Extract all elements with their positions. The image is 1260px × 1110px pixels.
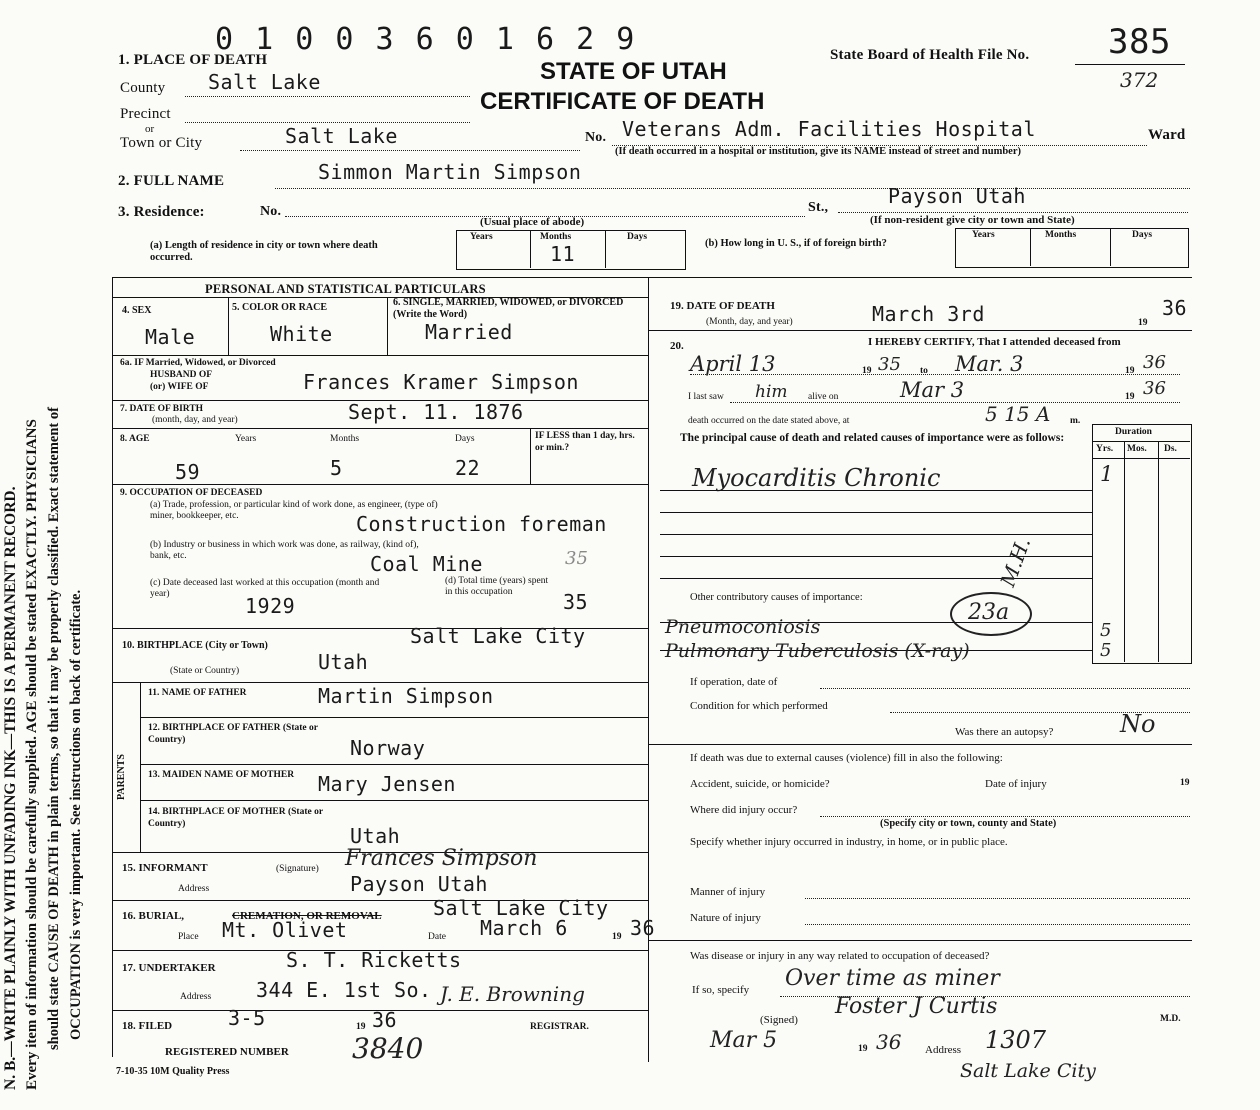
death-time: 5 15 A xyxy=(985,402,1051,426)
occ-a-label: (a) Trade, profession, or particular kind of work done, as engineer, (type of) miner, bookkeeper, etc. xyxy=(150,500,438,521)
age-days: 22 xyxy=(455,456,481,480)
margin-note-3: should state CAUSE OF DEATH in plain terms, so that it may be properly classified. Exact statement of xyxy=(46,407,62,1050)
sex-divider xyxy=(228,297,229,355)
duration-label: Duration xyxy=(1115,427,1152,437)
precinct-label: Precinct xyxy=(120,106,171,122)
row-father-bottom xyxy=(140,717,648,718)
cause-line-5 xyxy=(660,578,1092,579)
us-label: (b) How long in U. S., if of foreign birth? xyxy=(705,238,887,249)
death-label: 19. DATE OF DEATH xyxy=(670,300,775,312)
row-nature-bottom xyxy=(648,940,1192,941)
spouse-label-c: (or) WIFE OF xyxy=(150,382,209,392)
other-label: Other contributory causes of importance: xyxy=(690,592,863,603)
undertaker-address: 344 E. 1st So. xyxy=(256,978,432,1002)
last-worked: 1929 xyxy=(245,594,296,618)
duration-yrs: Yrs. xyxy=(1096,444,1114,454)
length-div-1 xyxy=(530,230,531,268)
where-line xyxy=(820,816,1190,817)
informant-address-label: Address xyxy=(178,884,210,894)
last-saw-date: Mar 3 xyxy=(900,378,965,402)
reg-number: 3840 xyxy=(352,1032,424,1065)
cause-label: The principal cause of death and related causes of importance were as follows: xyxy=(680,432,1065,444)
signed-date: Mar 5 xyxy=(710,1028,778,1053)
hospital-value: Veterans Adm. Facilities Hospital xyxy=(622,117,1036,141)
signed-label: (Signed) xyxy=(760,1014,798,1026)
condition-label: Condition for which performed xyxy=(690,700,828,712)
m-label: m. xyxy=(1070,416,1081,426)
burial-date: March 6 xyxy=(480,916,568,940)
row-death-bottom xyxy=(648,330,1192,331)
cause-years: 1 xyxy=(1100,462,1114,486)
row-mother-bottom xyxy=(140,800,648,801)
duration-ds: Ds. xyxy=(1164,444,1177,454)
nature-label: Nature of injury xyxy=(690,912,761,924)
physician-address: 1307 xyxy=(985,1026,1047,1054)
physician-signature: Foster J Curtis xyxy=(835,994,998,1019)
occupation-question: Was disease or injury in any way related to occupation of deceased? xyxy=(690,950,990,962)
certify-to-year-prefix: 19 xyxy=(1125,366,1135,376)
length-label: (a) Length of residence in city or town where death occurred. xyxy=(150,240,378,263)
dob-label: 7. DATE OF BIRTH xyxy=(120,404,204,414)
hospital-note: (If death occurred in a hospital or institution, give its NAME instead of street and number) xyxy=(615,146,1022,157)
filed-date: 3-5 xyxy=(228,1006,266,1030)
dob-sub: (month, day, and year) xyxy=(152,415,238,425)
filed-label: 18. FILED xyxy=(122,1020,173,1032)
birthplace-state-label: (State or Country) xyxy=(170,666,240,676)
precinct-line xyxy=(185,122,470,123)
other-cause-2: Pulmonary Tuberculosis (X-ray) xyxy=(665,640,970,662)
specify-industry-label: Specify whether injury occurred in industry, in home, or in public place. xyxy=(690,836,1008,848)
other-cause-1: Pneumoconiosis xyxy=(665,616,821,638)
md-label: M.D. xyxy=(1160,1014,1181,1024)
autopsy-label: Was there an autopsy? xyxy=(955,726,1054,738)
county-label: County xyxy=(120,80,166,96)
death-year: 36 xyxy=(1162,296,1188,320)
injury-year-prefix: 19 xyxy=(1180,778,1190,788)
county-line xyxy=(185,96,470,97)
physician-address-label: Address xyxy=(925,1044,962,1056)
certify-from-year: 35 xyxy=(878,354,901,375)
town-value: Salt Lake xyxy=(285,124,398,148)
cause-line-1 xyxy=(660,490,1092,491)
father-value: Martin Simpson xyxy=(318,684,494,708)
color-value: White xyxy=(270,322,333,346)
informant-sig-label: (Signature) xyxy=(276,864,319,874)
certificate-number: 0 1 0 0 3 6 0 1 6 2 9 xyxy=(215,22,637,57)
duration-sub-line xyxy=(1092,458,1190,459)
row-sex-bottom xyxy=(112,355,648,356)
specify-city-label: (Specify city or town, county and State) xyxy=(880,818,1057,829)
manner-label: Manner of injury xyxy=(690,886,766,898)
burial-year-prefix: 19 xyxy=(612,932,622,942)
certify-line-2 xyxy=(730,402,1180,403)
residence-value: Payson Utah xyxy=(888,184,1026,208)
color-label: 5. COLOR OR RACE xyxy=(232,302,328,313)
industry-value: Coal Mine xyxy=(370,552,483,576)
certify-num: 20. xyxy=(670,340,684,352)
informant-label: 15. INFORMANT xyxy=(122,862,208,874)
burial-date-label: Date xyxy=(428,932,446,942)
margin-note-1: N. B.—WRITE PLAINLY WITH UNFADING INK—THIS IS A PERMANENT RECORD. xyxy=(2,486,19,1090)
last-saw-year: 36 xyxy=(1143,378,1166,399)
parents-side-label: PARENTS xyxy=(116,754,127,800)
row-fbp-bottom xyxy=(140,764,648,765)
row-birthplace-bottom xyxy=(112,682,648,683)
occ-b-label: (b) Industry or business in which work was done, as railway, (kind of), bank, etc. xyxy=(150,540,419,561)
spouse-label-a: 6a. IF Married, Widowed, or Divorced xyxy=(120,358,276,368)
external-label: If death was due to external causes (violence) fill in also the following: xyxy=(690,752,1003,764)
ward-label: Ward xyxy=(1148,127,1186,143)
margin-note-4: OCCUPATION is very important. See instructions on back of certificate. xyxy=(68,589,84,1040)
color-divider xyxy=(387,297,388,355)
last-saw-who: him xyxy=(755,382,788,402)
row-dob-bottom xyxy=(112,428,648,429)
length-years: Years xyxy=(470,232,493,242)
nature-line xyxy=(805,924,1190,925)
duration-div-1 xyxy=(1124,441,1125,662)
file-no-label: State Board of Health File No. xyxy=(830,47,1030,63)
file-no-hand: 372 xyxy=(1120,68,1159,92)
margin-note-2: Every item of information should be carefully supplied. AGE should be stated EXACTLY. PHYSICIANS xyxy=(24,419,40,1090)
occ-c-label: (c) Date deceased last worked at this occupation (month and year) xyxy=(150,578,380,599)
mother-bp-label: 14. BIRTHPLACE OF MOTHER (State or Country) xyxy=(148,807,323,829)
death-sub: (Month, day, and year) xyxy=(706,317,793,327)
autopsy-value: No xyxy=(1120,710,1156,738)
certify-to-label: to xyxy=(920,366,928,376)
residence-label: 3. Residence: xyxy=(118,204,205,220)
full-name-label: 2. FULL NAME xyxy=(118,173,225,189)
length-div-2 xyxy=(605,230,606,268)
informant-signature: Frances Simpson xyxy=(345,846,538,871)
usual-note: (Usual place of abode) xyxy=(480,216,585,228)
cause-value: Myocarditis Chronic xyxy=(692,464,941,492)
filed-year: 36 xyxy=(372,1008,398,1032)
us-div-2 xyxy=(1110,228,1111,266)
certify-from-year-prefix: 19 xyxy=(862,366,872,376)
place-heading: 1. PLACE OF DEATH xyxy=(118,52,268,68)
operation-line xyxy=(820,688,1190,689)
burial-place: Mt. Olivet xyxy=(222,918,348,942)
grid-top xyxy=(112,277,1192,278)
length-months: Months xyxy=(540,232,572,242)
spouse-label-b: HUSBAND OF xyxy=(150,370,213,380)
burial-struck: CREMATION, OR REMOVAL xyxy=(232,910,382,922)
certify-to-year: 36 xyxy=(1143,352,1166,373)
residence-no-label: No. xyxy=(260,204,282,219)
us-div-1 xyxy=(1030,228,1031,266)
mother-value: Mary Jensen xyxy=(318,772,456,796)
father-label: 11. NAME OF FATHER xyxy=(148,688,247,698)
file-no: 385 xyxy=(1108,22,1171,62)
age-months-label: Months xyxy=(330,434,360,444)
last-saw-b: alive on xyxy=(808,392,839,402)
occurred-label: death occurred on the date stated above, at xyxy=(688,416,850,426)
row-autopsy-bottom xyxy=(648,744,1192,745)
signed-year-prefix: 19 xyxy=(858,1044,868,1054)
age-less-label: IF LESS than 1 day, hrs. or min.? xyxy=(535,431,635,453)
length-months-value: 11 xyxy=(550,242,576,266)
duration-header-line xyxy=(1092,441,1190,442)
cause-line-3 xyxy=(660,534,1092,535)
duration-mos: Mos. xyxy=(1127,444,1147,454)
sex-label: 4. SEX xyxy=(122,305,152,316)
town-label: Town or City xyxy=(120,135,203,151)
date-injury-label: Date of injury xyxy=(985,778,1047,790)
signed-year: 36 xyxy=(876,1030,902,1054)
burial-year: 36 xyxy=(630,916,656,940)
certify-text: I HEREBY CERTIFY, That I attended deceased from xyxy=(868,336,1121,348)
full-name-line xyxy=(275,188,1190,189)
full-name-value: Simmon Martin Simpson xyxy=(318,160,582,184)
mother-label: 13. MAIDEN NAME OF MOTHER xyxy=(148,770,295,780)
us-days: Days xyxy=(1132,230,1153,240)
undertaker-label: 17. UNDERTAKER xyxy=(122,962,216,974)
certify-line-1 xyxy=(690,374,1180,375)
burial-label: 16. BURIAL, xyxy=(122,910,185,922)
age-divider xyxy=(530,428,531,484)
accident-label: Accident, suicide, or homicide? xyxy=(690,778,830,790)
or-label: or xyxy=(145,123,155,135)
other-cause-1-years: 5 xyxy=(1100,620,1112,641)
nonres-note: (If non-resident give city or town and State) xyxy=(870,214,1075,226)
marital-label: 6. SINGLE, MARRIED, WIDOWED, or DIVORCED (Write the Word) xyxy=(393,297,624,320)
age-label: 8. AGE xyxy=(120,434,150,444)
operation-label: If operation, date of xyxy=(690,676,778,688)
manner-line xyxy=(805,898,1190,899)
birthplace-state: Utah xyxy=(318,650,369,674)
county-value: Salt Lake xyxy=(208,70,321,94)
age-years-label: Years xyxy=(235,434,257,444)
spouse-value: Frances Kramer Simpson xyxy=(303,370,579,394)
occ-d-label: (d) Total time (years) spent in this occupation xyxy=(445,576,549,597)
burial-place-label: Place xyxy=(178,932,199,942)
center-divider xyxy=(648,277,649,1062)
last-saw-a: I last saw xyxy=(688,392,724,402)
if-so-label: If so, specify xyxy=(692,984,750,996)
marital-value: Married xyxy=(425,320,513,344)
length-days: Days xyxy=(627,232,648,242)
birthplace-city: Salt Lake City xyxy=(410,624,586,648)
town-line xyxy=(240,150,580,151)
if-so-value: Over time as miner xyxy=(785,966,1000,991)
file-no-underline xyxy=(1075,64,1185,65)
other-cause-2-years: 5 xyxy=(1100,640,1112,661)
left-column-edge xyxy=(112,277,113,1057)
certificate-title: CERTIFICATE OF DEATH xyxy=(480,88,765,115)
cause-code: 23a xyxy=(968,600,1010,625)
mother-bp-value: Utah xyxy=(350,824,401,848)
last-saw-year-prefix: 19 xyxy=(1125,392,1135,402)
residence-st-line xyxy=(838,212,1188,213)
burial-city: Salt Lake City xyxy=(433,896,609,920)
row-age-bottom xyxy=(112,484,648,485)
cause-initials: M.H. xyxy=(995,534,1036,590)
dob-value: Sept. 11. 1876 xyxy=(348,400,524,424)
physician-city: Salt Lake City xyxy=(960,1060,1096,1082)
no-label: No. xyxy=(585,130,607,145)
death-value: March 3rd xyxy=(872,302,985,326)
death-year-prefix: 19 xyxy=(1138,318,1148,328)
footer-text: 7-10-35 10M Quality Press xyxy=(116,1066,230,1077)
age-days-label: Days xyxy=(455,434,475,444)
industry-hand: 35 xyxy=(565,548,588,569)
us-months: Months xyxy=(1045,230,1077,240)
personal-header: PERSONAL AND STATISTICAL PARTICULARS xyxy=(205,282,486,296)
registrar-signature: J. E. Browning xyxy=(440,982,585,1006)
occ-value: Construction foreman xyxy=(356,512,607,536)
undertaker-address-label: Address xyxy=(180,992,212,1002)
duration-div-2 xyxy=(1158,441,1159,662)
age-months: 5 xyxy=(330,456,343,480)
registrar-label: REGISTRAR. xyxy=(530,1022,589,1032)
occ-label: 9. OCCUPATION OF DECEASED xyxy=(120,488,263,498)
certify-from: April 13 xyxy=(690,352,776,376)
reg-number-label: REGISTERED NUMBER xyxy=(165,1046,289,1058)
age-years: 59 xyxy=(175,460,201,484)
father-bp-label: 12. BIRTHPLACE OF FATHER (State or Country) xyxy=(148,723,318,745)
father-bp-value: Norway xyxy=(350,736,426,760)
state-title: STATE OF UTAH xyxy=(540,58,727,85)
residence-st-label: St., xyxy=(808,200,829,215)
informant-address: Payson Utah xyxy=(350,872,488,896)
sex-value: Male xyxy=(145,325,196,349)
certify-to: Mar. 3 xyxy=(955,352,1024,376)
total-time: 35 xyxy=(563,590,589,614)
birthplace-label: 10. BIRTHPLACE (City or Town) xyxy=(122,640,268,651)
undertaker-name: S. T. Ricketts xyxy=(286,948,462,972)
filed-year-prefix: 19 xyxy=(356,1022,366,1032)
parents-divider xyxy=(140,682,141,852)
cause-line-2 xyxy=(660,512,1092,513)
where-label: Where did injury occur? xyxy=(690,804,798,816)
us-years: Years xyxy=(972,230,995,240)
